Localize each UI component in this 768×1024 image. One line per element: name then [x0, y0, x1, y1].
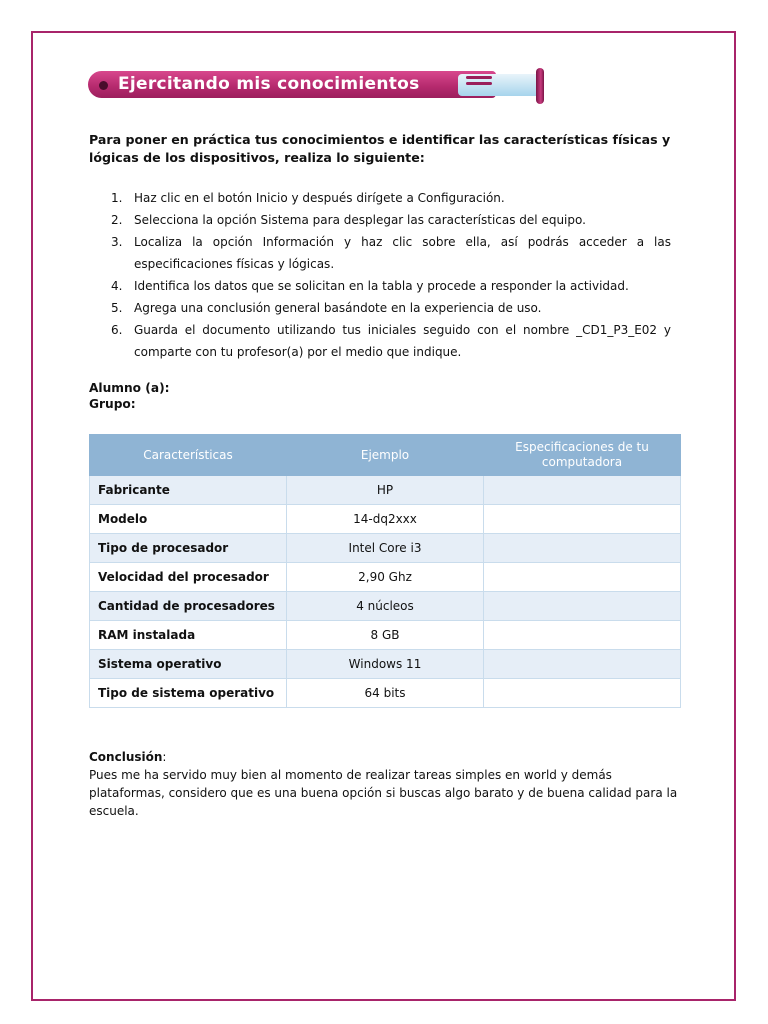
spec-cell[interactable] — [484, 534, 681, 563]
stripes-icon — [466, 76, 492, 94]
feature-cell: Cantidad de procesadores — [90, 592, 287, 621]
step-number: 4. — [111, 279, 123, 293]
step-number: 5. — [111, 301, 123, 315]
table-row — [90, 621, 681, 650]
step-text: Selecciona la opción Sistema para desplegar las características del equipo. — [134, 213, 586, 227]
student-label: Alumno (a): — [89, 381, 170, 395]
spec-cell[interactable] — [484, 650, 681, 679]
student-info — [89, 380, 170, 412]
list-item — [111, 209, 671, 231]
spec-cell[interactable] — [484, 476, 681, 505]
feature-cell: Modelo — [90, 505, 287, 534]
table-row — [90, 650, 681, 679]
step-number: 6. — [111, 323, 123, 337]
step-number: 1. — [111, 191, 123, 205]
spec-cell[interactable] — [484, 679, 681, 708]
list-item — [111, 275, 671, 297]
conclusion-colon: : — [162, 750, 167, 764]
example-cell: 4 núcleos — [287, 592, 484, 621]
example-cell: 2,90 Ghz — [287, 563, 484, 592]
feature-cell: Fabricante — [90, 476, 287, 505]
header-example: Ejemplo — [287, 435, 484, 476]
tube-cap-icon — [536, 68, 544, 104]
list-item — [111, 187, 671, 209]
spec-cell[interactable] — [484, 621, 681, 650]
table-row — [90, 592, 681, 621]
feature-cell: Tipo de sistema operativo — [90, 679, 287, 708]
instructions-list — [111, 187, 671, 363]
intro-text: Para poner en práctica tus conocimientos e identificar las características físicas y lógicas de los dispositivos, realiza lo siguiente: — [89, 132, 671, 165]
list-item — [111, 319, 671, 363]
section-banner — [88, 68, 558, 106]
group-label: Grupo: — [89, 397, 136, 411]
step-text: Haz clic en el botón Inicio y después dirígete a Configuración. — [134, 191, 505, 205]
example-cell: 14-dq2xxx — [287, 505, 484, 534]
header-features: Características — [90, 435, 287, 476]
list-item — [111, 231, 671, 275]
specifications-table — [89, 434, 681, 708]
table-row — [90, 505, 681, 534]
step-number: 2. — [111, 213, 123, 227]
spec-cell[interactable] — [484, 592, 681, 621]
step-text: Identifica los datos que se solicitan en la tabla y procede a responder la actividad. — [134, 279, 629, 293]
table-row — [90, 679, 681, 708]
spec-cell[interactable] — [484, 505, 681, 534]
example-cell: HP — [287, 476, 484, 505]
feature-cell: RAM instalada — [90, 621, 287, 650]
list-item — [111, 297, 671, 319]
feature-cell: Velocidad del procesador — [90, 563, 287, 592]
step-text: Localiza la opción Información y haz clic sobre ella, así podrás acceder a las especificaciones físicas y lógicas. — [134, 235, 671, 271]
header-your-specs: Especificaciones de tu computadora — [484, 435, 681, 476]
example-cell: 8 GB — [287, 621, 484, 650]
example-cell: 64 bits — [287, 679, 484, 708]
example-cell: Windows 11 — [287, 650, 484, 679]
table-row — [90, 476, 681, 505]
step-number: 3. — [111, 235, 123, 249]
conclusion-label: Conclusión — [89, 750, 163, 764]
table-row — [90, 534, 681, 563]
conclusion-text: Pues me ha servido muy bien al momento de realizar tareas simples en world y demás plataformas, considero que es una buena opción si buscas algo barato y de buena calidad para la escuela. — [89, 768, 678, 818]
example-cell: Intel Core i3 — [287, 534, 484, 563]
spec-cell[interactable] — [484, 563, 681, 592]
bullet-dot-icon — [99, 81, 108, 90]
table-header-row — [90, 435, 681, 476]
feature-cell: Tipo de procesador — [90, 534, 287, 563]
step-text: Guarda el documento utilizando tus iniciales seguido con el nombre _CD1_P3_E02 y comparte con tu profesor(a) por el medio que indique. — [134, 323, 671, 359]
feature-cell: Sistema operativo — [90, 650, 287, 679]
conclusion-section — [89, 748, 679, 820]
table-row — [90, 563, 681, 592]
step-text: Agrega una conclusión general basándote en la experiencia de uso. — [134, 301, 542, 315]
banner-title: Ejercitando mis conocimientos — [118, 74, 420, 94]
